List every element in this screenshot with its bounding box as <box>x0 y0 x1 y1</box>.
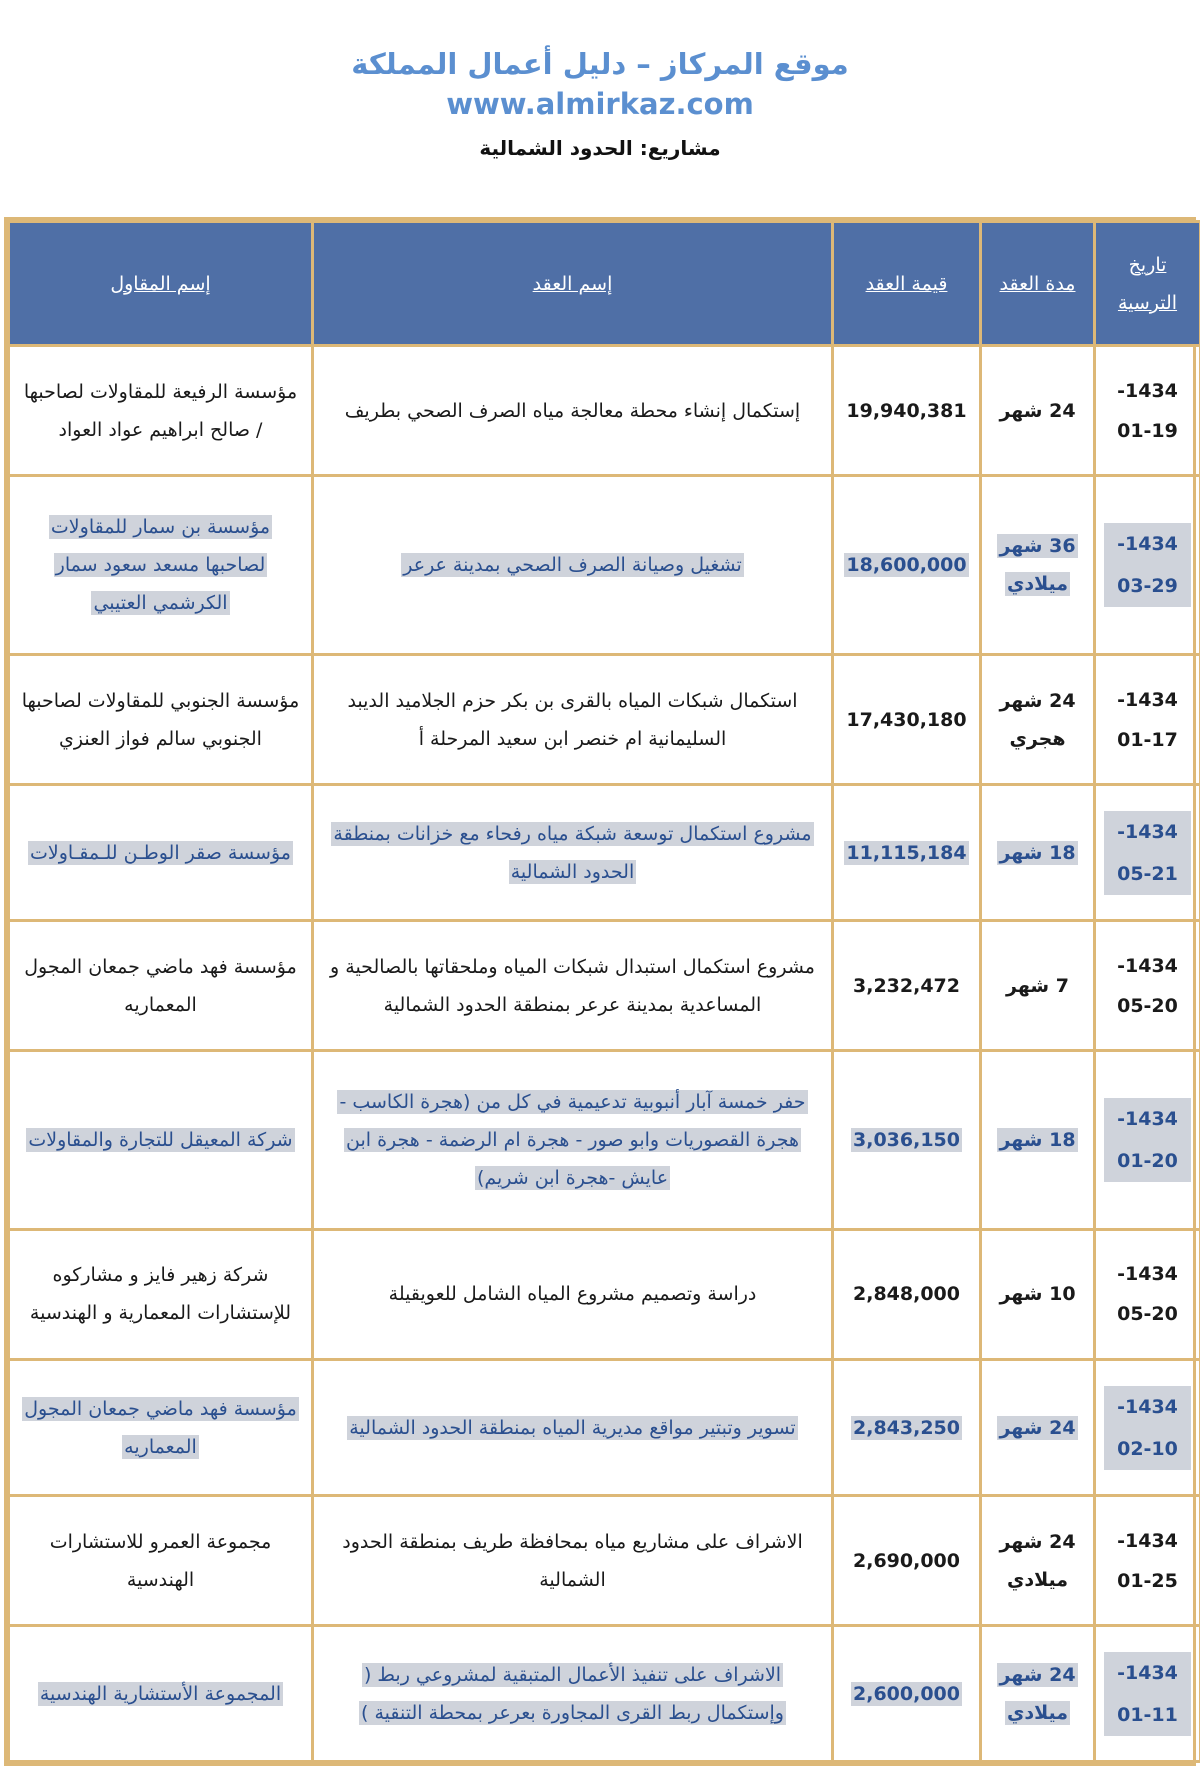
table-header <box>9 222 1200 346</box>
contractor-name: مؤسسة الرفيعة للمقاولات لصاحبها / صالح ابراهيم عواد العواد <box>23 380 298 441</box>
value-cell <box>833 346 981 476</box>
column-header-duration: مدة العقد <box>981 222 1095 346</box>
value-cell <box>833 785 981 921</box>
table-row <box>9 1495 1200 1625</box>
contractor-cell <box>9 1051 313 1230</box>
duration-text: 24 شهر <box>999 399 1076 422</box>
award-date-month-day: 05-20 <box>1117 1303 1178 1326</box>
duration-text: 24 شهر هجري <box>999 689 1076 750</box>
page-subtitle: مشاريع: الحدود الشمالية <box>479 136 721 160</box>
table-row <box>9 1051 1200 1230</box>
award-date-cell <box>1095 476 1200 655</box>
contract-value: 2,600,000 <box>853 1682 960 1705</box>
table-row <box>9 1360 1200 1496</box>
contractor-cell <box>9 1229 313 1359</box>
contract-name: تشغيل وصيانة الصرف الصحي بمدينة عرعر <box>403 554 742 577</box>
contractor-name: مؤسسة بن سمار للمقاولات لصاحبها مسعد سعود سمار الكرشمي العتيبي <box>50 516 271 615</box>
award-date-month-day: 01-11 <box>1104 1694 1191 1736</box>
table-row <box>9 920 1200 1050</box>
contract-name: حفر خمسة آبار أنبوبية تدعيمية في كل من (هجرة الكاسب - هجرة القصوريات وابو صور - هجرة ام الرضمة - هجرة ابن عايش -هجرة ابن شريم) <box>339 1091 806 1190</box>
value-cell <box>833 1051 981 1230</box>
award-date-cell <box>1095 346 1200 476</box>
contracts-table-container <box>4 217 1196 1766</box>
contractor-cell <box>9 476 313 655</box>
contract-name: مشروع استكمال استبدال شبكات المياه وملحقاتها بالصالحية و المساعدية بمدينة عرعر بمنطقة الحدود الشمالية <box>330 955 815 1016</box>
contract-name: تسوير وتبتير مواقع مديرية المياه بمنطقة الحدود الشمالية <box>349 1416 796 1439</box>
award-date-month-day: 01-19 <box>1117 419 1178 442</box>
value-cell <box>833 1360 981 1496</box>
contractor-name: مؤسسة فهد ماضي جمعان المجول المعماريه <box>24 1397 297 1458</box>
contractor-name: المجموعة الأستشارية الهندسية <box>39 1682 282 1705</box>
page-header <box>0 0 1200 164</box>
contractor-name: مؤسسة فهد ماضي جمعان المجول المعماريه <box>24 955 297 1016</box>
award-date-year: 1434- <box>1104 523 1191 565</box>
contractor-cell <box>9 785 313 921</box>
duration-cell <box>981 1051 1095 1230</box>
contract-name: الاشراف على مشاريع مياه بمحافظة طريف بمنطقة الحدود الشمالية <box>342 1530 803 1591</box>
contract-name: إستكمال إنشاء محطة معالجة مياه الصرف الصحي بطريف <box>344 399 801 422</box>
contract-name: الاشراف على تنفيذ الأعمال المتبقية لمشروعي ربط ( وإستكمال ربط القرى المجاورة بعرعر بمحطة التنقية ) <box>361 1663 784 1724</box>
award-date-cell <box>1095 1495 1200 1625</box>
contract-value: 2,843,250 <box>853 1416 960 1439</box>
value-cell <box>833 920 981 1050</box>
value-cell <box>833 1495 981 1625</box>
award-date-cell <box>1095 1229 1200 1359</box>
award-date-year: 1434- <box>1117 379 1178 402</box>
duration-text: 36 شهر ميلادي <box>999 535 1076 596</box>
award-date-month-day: 01-25 <box>1117 1569 1178 1592</box>
award-date-month-day: 02-10 <box>1104 1428 1191 1470</box>
contract-name-cell <box>313 476 833 655</box>
contract-name-cell <box>313 1051 833 1230</box>
duration-text: 18 شهر <box>999 841 1076 864</box>
value-cell <box>833 476 981 655</box>
table-row <box>9 785 1200 921</box>
contract-name-cell <box>313 1229 833 1359</box>
contract-name-cell <box>313 785 833 921</box>
duration-cell <box>981 1229 1095 1359</box>
contractor-cell <box>9 1626 313 1762</box>
duration-cell <box>981 654 1095 784</box>
contractor-name: مؤسسة صقر الوطـن للـمقـاولات <box>30 841 291 864</box>
duration-text: 24 شهر ميلادي <box>999 1530 1076 1591</box>
value-cell <box>833 654 981 784</box>
award-date-cell <box>1095 1360 1200 1496</box>
award-date-cell <box>1095 785 1200 921</box>
award-date-year: 1434- <box>1117 1263 1178 1286</box>
award-date-month-day: 05-20 <box>1117 994 1178 1017</box>
site-url-link[interactable]: www.almirkaz.com <box>446 87 754 121</box>
award-date-year: 1434- <box>1117 954 1178 977</box>
duration-text: 10 شهر <box>999 1283 1076 1306</box>
table-row <box>9 1626 1200 1762</box>
award-date-year: 1434- <box>1104 811 1191 853</box>
contract-name: مشروع استكمال توسعة شبكة مياه رفحاء مع خزانات بمنطقة الحدود الشمالية <box>333 822 812 883</box>
contract-name: دراسة وتصميم مشروع المياه الشامل للعويقيلة <box>388 1283 757 1306</box>
award-date-cell <box>1095 1626 1200 1762</box>
duration-cell <box>981 1495 1095 1625</box>
award-date-month-day: 05-21 <box>1104 853 1191 895</box>
award-date-cell <box>1095 654 1200 784</box>
award-date-month-day: 03-29 <box>1104 565 1191 607</box>
duration-cell <box>981 1626 1095 1762</box>
duration-text: 18 شهر <box>999 1129 1076 1152</box>
value-cell <box>833 1626 981 1762</box>
contract-name-cell <box>313 654 833 784</box>
table-row <box>9 476 1200 655</box>
award-date-month-day: 01-17 <box>1117 728 1178 751</box>
contract-name-cell <box>313 1495 833 1625</box>
duration-text: 24 شهر ميلادي <box>999 1663 1076 1724</box>
duration-cell <box>981 476 1095 655</box>
contract-name-cell <box>313 1626 833 1762</box>
award-date-cell <box>1095 1051 1200 1230</box>
duration-cell <box>981 1360 1095 1496</box>
contractor-name: شركة المعيقل للتجارة والمقاولات <box>28 1129 293 1152</box>
contract-name-cell <box>313 1360 833 1496</box>
contract-name: استكمال شبكات المياه بالقرى بن بكر حزم الجلاميد الديبد السليمانية ام خنصر ابن سعيد المرحلة أ <box>347 689 798 750</box>
contract-value: 17,430,180 <box>846 708 967 731</box>
contractor-cell <box>9 346 313 476</box>
contractor-cell <box>9 1360 313 1496</box>
duration-cell <box>981 920 1095 1050</box>
table-row <box>9 654 1200 784</box>
contractor-cell <box>9 1495 313 1625</box>
award-date-year: 1434- <box>1104 1098 1191 1140</box>
duration-cell <box>981 346 1095 476</box>
award-date-year: 1434- <box>1117 1529 1178 1552</box>
contractor-name: مجموعة العمرو للاستشارات الهندسية <box>49 1530 272 1591</box>
contract-value: 11,115,184 <box>846 841 967 864</box>
value-cell <box>833 1229 981 1359</box>
contract-value: 18,600,000 <box>846 554 967 577</box>
column-header-contractor: إسم المقاول <box>9 222 313 346</box>
table-row <box>9 346 1200 476</box>
award-date-month-day: 01-20 <box>1104 1140 1191 1182</box>
column-header-contract-name: إسم العقد <box>313 222 833 346</box>
award-date-year: 1434- <box>1104 1386 1191 1428</box>
award-date-year: 1434- <box>1117 688 1178 711</box>
duration-text: 7 شهر <box>1006 974 1069 997</box>
contractor-name: شركة زهير فايز و مشاركوه للإستشارات المعمارية و الهندسية <box>29 1264 292 1325</box>
contract-value: 2,848,000 <box>853 1283 960 1306</box>
contract-name-cell <box>313 920 833 1050</box>
contractor-cell <box>9 654 313 784</box>
contracts-table <box>7 220 1200 1763</box>
table-body <box>9 346 1200 1762</box>
table-header-row <box>9 222 1200 346</box>
duration-text: 24 شهر <box>999 1416 1076 1439</box>
award-date-cell <box>1095 920 1200 1050</box>
contract-value: 19,940,381 <box>846 399 967 422</box>
table-row <box>9 1229 1200 1359</box>
contract-value: 3,232,472 <box>853 974 960 997</box>
column-header-value: قيمة العقد <box>833 222 981 346</box>
contractor-cell <box>9 920 313 1050</box>
contractor-name: مؤسسة الجنوبي للمقاولات لصاحبها الجنوبي سالم فواز العنزي <box>21 689 300 750</box>
contract-value: 3,036,150 <box>853 1129 960 1152</box>
award-date-year: 1434- <box>1104 1652 1191 1694</box>
site-title: موقع المركاز – دليل أعمال المملكة <box>351 47 849 81</box>
duration-cell <box>981 785 1095 921</box>
contract-name-cell <box>313 346 833 476</box>
column-header-date: تاريخ الترسية <box>1095 222 1200 346</box>
contract-value: 2,690,000 <box>853 1549 960 1572</box>
